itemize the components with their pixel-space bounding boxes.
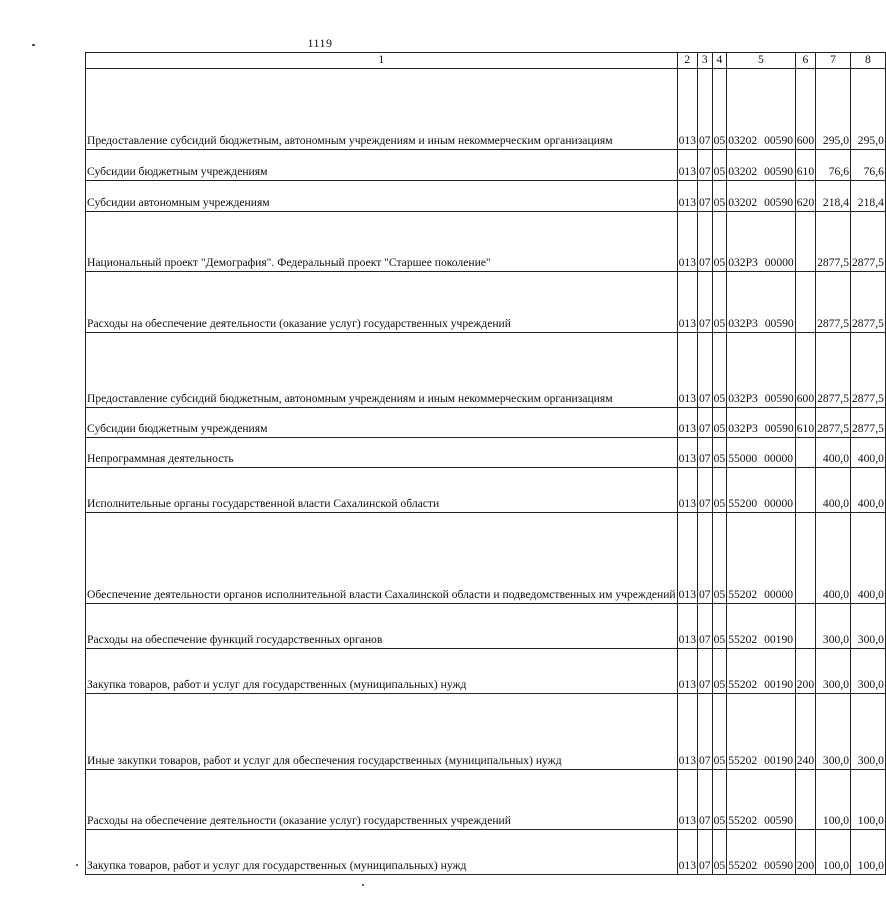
expense-type-cell [795, 512, 815, 603]
expense-type-cell [795, 271, 815, 332]
subsection-code-cell: 05 [712, 407, 727, 437]
amount-plan-cell: 2877,5 [816, 332, 851, 407]
row-name-cell: Расходы на обеспечение деятельности (оказание услуг) государственных учреждений [86, 271, 678, 332]
amount-plan-cell: 400,0 [816, 512, 851, 603]
table-row [86, 180, 886, 211]
section-code-cell: 07 [698, 271, 713, 332]
amount-plan-cell: 295,0 [816, 68, 851, 149]
scan-speck [76, 864, 78, 866]
expense-type-cell [795, 467, 815, 512]
target-code-cell: 03202 00590 [727, 149, 796, 180]
row-name-cell: Национальный проект "Демография". Федеральный проект "Старшее поколение" [86, 211, 678, 271]
ministry-code-cell: 013 [677, 271, 697, 332]
subsection-code-cell: 05 [712, 180, 727, 211]
expense-type-cell: 200 [795, 829, 815, 874]
table-row [86, 437, 886, 467]
target-code-cell: 55200 00000 [727, 467, 796, 512]
row-name-cell: Расходы на обеспечение деятельности (оказание услуг) государственных учреждений [86, 769, 678, 829]
table-row [86, 467, 886, 512]
column-header-1: 1 [86, 53, 678, 69]
subsection-code-cell: 05 [712, 512, 727, 603]
target-code-cell: 55000 00000 [727, 437, 796, 467]
amount-final-cell: 295,0 [851, 68, 886, 149]
expense-type-cell: 620 [795, 180, 815, 211]
expense-type-cell [795, 211, 815, 271]
table-row [86, 407, 886, 437]
expense-type-cell [795, 437, 815, 467]
subsection-code-cell: 05 [712, 437, 727, 467]
table-row [86, 149, 886, 180]
ministry-code-cell: 013 [677, 648, 697, 693]
row-name-cell: Исполнительные органы государственной власти Сахалинской области [86, 467, 678, 512]
expense-type-cell: 240 [795, 693, 815, 769]
subsection-code-cell: 05 [712, 467, 727, 512]
row-name-cell: Субсидии бюджетным учреждениям [86, 407, 678, 437]
row-name-cell: Непрограммная деятельность [86, 437, 678, 467]
row-name-cell: Предоставление субсидий бюджетным, автономным учреждениям и иным некоммерческим организациям [86, 68, 678, 149]
section-code-cell: 07 [698, 467, 713, 512]
header-row [86, 53, 886, 69]
section-code-cell: 07 [698, 332, 713, 407]
target-code-cell: 032P3 00590 [727, 407, 796, 437]
column-header-2: 2 [677, 53, 697, 69]
target-code-cell: 55202 00590 [727, 829, 796, 874]
section-code-cell: 07 [698, 648, 713, 693]
amount-final-cell: 400,0 [851, 467, 886, 512]
subsection-code-cell: 05 [712, 769, 727, 829]
budget-table [85, 52, 886, 875]
table-row [86, 271, 886, 332]
subsection-code-cell: 05 [712, 603, 727, 648]
target-code-cell: 55202 00190 [727, 648, 796, 693]
amount-final-cell: 300,0 [851, 648, 886, 693]
scan-speck [32, 44, 35, 46]
amount-plan-cell: 400,0 [816, 467, 851, 512]
amount-final-cell: 2877,5 [851, 332, 886, 407]
ministry-code-cell: 013 [677, 332, 697, 407]
ministry-code-cell: 013 [677, 68, 697, 149]
section-code-cell: 07 [698, 693, 713, 769]
amount-plan-cell: 2877,5 [816, 211, 851, 271]
subsection-code-cell: 05 [712, 68, 727, 149]
ministry-code-cell: 013 [677, 512, 697, 603]
row-name-cell: Закупка товаров, работ и услуг для государственных (муниципальных) нужд [86, 829, 678, 874]
ministry-code-cell: 013 [677, 693, 697, 769]
amount-final-cell: 400,0 [851, 437, 886, 467]
subsection-code-cell: 05 [712, 271, 727, 332]
section-code-cell: 07 [698, 769, 713, 829]
amount-final-cell: 400,0 [851, 512, 886, 603]
table-row [86, 829, 886, 874]
table-row [86, 332, 886, 407]
expense-type-cell: 600 [795, 332, 815, 407]
subsection-code-cell: 05 [712, 648, 727, 693]
amount-final-cell: 100,0 [851, 829, 886, 874]
column-header-8: 8 [851, 53, 886, 69]
amount-final-cell: 2877,5 [851, 407, 886, 437]
target-code-cell: 55202 00000 [727, 512, 796, 603]
amount-plan-cell: 300,0 [816, 648, 851, 693]
row-name-cell: Закупка товаров, работ и услуг для государственных (муниципальных) нужд [86, 648, 678, 693]
target-code-cell: 55202 00590 [727, 769, 796, 829]
ministry-code-cell: 013 [677, 180, 697, 211]
table-row [86, 648, 886, 693]
row-name-cell: Предоставление субсидий бюджетным, автономным учреждениям и иным некоммерческим организациям [86, 332, 678, 407]
ministry-code-cell: 013 [677, 603, 697, 648]
amount-final-cell: 2877,5 [851, 271, 886, 332]
ministry-code-cell: 013 [677, 769, 697, 829]
amount-plan-cell: 218,4 [816, 180, 851, 211]
section-code-cell: 07 [698, 512, 713, 603]
row-name-cell: Расходы на обеспечение функций государственных органов [86, 603, 678, 648]
table-header [86, 53, 886, 69]
table-row [86, 693, 886, 769]
column-header-4: 4 [712, 53, 727, 69]
table-row [86, 211, 886, 271]
table-row [86, 512, 886, 603]
subsection-code-cell: 05 [712, 829, 727, 874]
expense-type-cell [795, 603, 815, 648]
row-name-cell: Обеспечение деятельности органов исполнительной власти Сахалинской области и подведомственных им учреждений [86, 512, 678, 603]
table-row [86, 603, 886, 648]
row-name-cell: Иные закупки товаров, работ и услуг для обеспечения государственных (муниципальных) нужд [86, 693, 678, 769]
row-name-cell: Субсидии автономным учреждениям [86, 180, 678, 211]
expense-type-cell: 200 [795, 648, 815, 693]
target-code-cell: 55202 00190 [727, 603, 796, 648]
section-code-cell: 07 [698, 211, 713, 271]
amount-final-cell: 300,0 [851, 693, 886, 769]
section-code-cell: 07 [698, 603, 713, 648]
amount-plan-cell: 2877,5 [816, 271, 851, 332]
amount-plan-cell: 100,0 [816, 769, 851, 829]
ministry-code-cell: 013 [677, 211, 697, 271]
page-number: 1119 [307, 36, 333, 50]
amount-final-cell: 300,0 [851, 603, 886, 648]
row-name-cell: Субсидии бюджетным учреждениям [86, 149, 678, 180]
section-code-cell: 07 [698, 437, 713, 467]
target-code-cell: 032P3 00590 [727, 271, 796, 332]
table-body [86, 68, 886, 874]
ministry-code-cell: 013 [677, 467, 697, 512]
target-code-cell: 032P3 00590 [727, 332, 796, 407]
expense-type-cell: 610 [795, 149, 815, 180]
amount-final-cell: 76,6 [851, 149, 886, 180]
target-code-cell: 55202 00190 [727, 693, 796, 769]
column-header-6: 6 [795, 53, 815, 69]
amount-plan-cell: 76,6 [816, 149, 851, 180]
expense-type-cell [795, 769, 815, 829]
subsection-code-cell: 05 [712, 332, 727, 407]
table-row [86, 68, 886, 149]
column-header-5: 5 [727, 53, 796, 69]
subsection-code-cell: 05 [712, 149, 727, 180]
target-code-cell: 03202 00590 [727, 68, 796, 149]
ministry-code-cell: 013 [677, 149, 697, 180]
amount-final-cell: 100,0 [851, 769, 886, 829]
ministry-code-cell: 013 [677, 829, 697, 874]
amount-plan-cell: 100,0 [816, 829, 851, 874]
section-code-cell: 07 [698, 149, 713, 180]
section-code-cell: 07 [698, 180, 713, 211]
target-code-cell: 032P3 00000 [727, 211, 796, 271]
section-code-cell: 07 [698, 407, 713, 437]
scan-speck [362, 884, 364, 886]
section-code-cell: 07 [698, 68, 713, 149]
amount-final-cell: 218,4 [851, 180, 886, 211]
ministry-code-cell: 013 [677, 407, 697, 437]
expense-type-cell: 600 [795, 68, 815, 149]
table-row [86, 769, 886, 829]
subsection-code-cell: 05 [712, 693, 727, 769]
target-code-cell: 03202 00590 [727, 180, 796, 211]
amount-final-cell: 2877,5 [851, 211, 886, 271]
section-code-cell: 07 [698, 829, 713, 874]
subsection-code-cell: 05 [712, 211, 727, 271]
amount-plan-cell: 2877,5 [816, 407, 851, 437]
ministry-code-cell: 013 [677, 437, 697, 467]
amount-plan-cell: 300,0 [816, 693, 851, 769]
amount-plan-cell: 300,0 [816, 603, 851, 648]
column-header-3: 3 [698, 53, 713, 69]
column-header-7: 7 [816, 53, 851, 69]
expense-type-cell: 610 [795, 407, 815, 437]
amount-plan-cell: 400,0 [816, 437, 851, 467]
